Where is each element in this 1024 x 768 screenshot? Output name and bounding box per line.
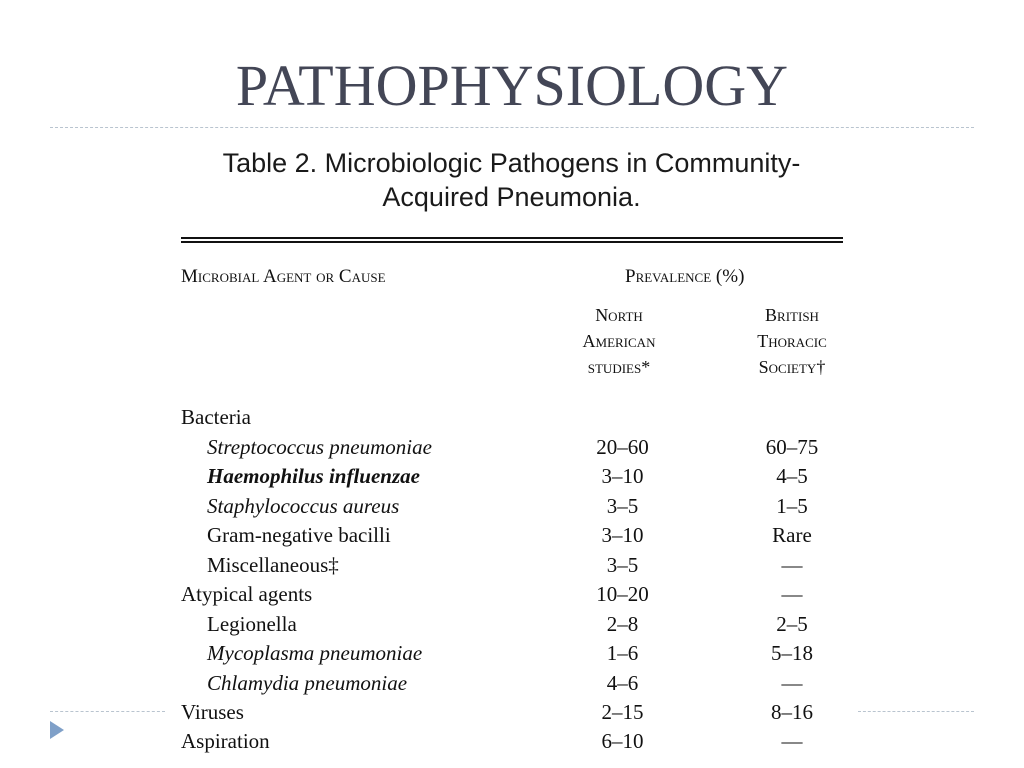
row-north-american-value: 6–10 xyxy=(601,729,644,753)
table-row xyxy=(0,405,1024,434)
row-north-american-value: 3–5 xyxy=(606,494,639,518)
subheader-british xyxy=(733,302,851,380)
header-prevalence: Prevalence (%) xyxy=(625,266,745,287)
table-row xyxy=(0,641,1024,670)
row-north-american-value: 2–15 xyxy=(601,700,644,724)
row-north-american-value: 4–6 xyxy=(606,671,639,695)
table-row xyxy=(0,729,1024,758)
subheader-british-line: Thoracic xyxy=(757,331,827,351)
row-british-value: 1–5 xyxy=(776,494,808,518)
row-north-american-value: 3–10 xyxy=(601,464,644,488)
header-agent: Microbial Agent or Cause xyxy=(181,266,386,287)
subheader-british-line: British xyxy=(765,305,819,325)
top-divider xyxy=(50,127,974,128)
table-row xyxy=(0,582,1024,611)
row-agent: Aspiration xyxy=(181,729,270,753)
row-north-american-value: 2–8 xyxy=(606,612,639,636)
table-row xyxy=(0,612,1024,641)
row-british-value: — xyxy=(781,671,803,695)
table-row xyxy=(0,671,1024,700)
row-north-american-value: 20–60 xyxy=(596,435,649,459)
row-north-american-value: 10–20 xyxy=(596,582,649,606)
subheader-north-american-line: North xyxy=(595,305,643,325)
table-row xyxy=(0,494,1024,523)
row-agent: Chlamydia pneumoniae xyxy=(207,671,408,695)
row-british-value: 4–5 xyxy=(776,464,808,488)
row-agent: Legionella xyxy=(207,612,297,636)
row-british-value: 60–75 xyxy=(765,435,819,459)
row-british-value: — xyxy=(781,729,803,753)
table-top-rule xyxy=(181,237,843,243)
row-north-american-value: 1–6 xyxy=(606,641,639,665)
row-agent: Miscellaneous‡ xyxy=(207,553,339,577)
triangle-bullet-icon xyxy=(50,721,64,739)
row-agent: Streptococcus pneumoniae xyxy=(207,435,432,459)
row-british-value: — xyxy=(781,582,803,606)
row-agent: Viruses xyxy=(181,700,244,724)
table-row xyxy=(0,464,1024,493)
subheader-north-american xyxy=(560,302,678,380)
row-british-value: 5–18 xyxy=(771,641,813,665)
subheader-north-american-line: studies* xyxy=(587,357,651,377)
subheader-british-line: Society† xyxy=(758,357,826,377)
table-row xyxy=(0,700,1024,729)
table-row xyxy=(0,553,1024,582)
table-row xyxy=(0,435,1024,464)
row-british-value: 2–5 xyxy=(776,612,808,636)
row-agent: Atypical agents xyxy=(181,582,313,606)
row-agent: Gram-negative bacilli xyxy=(207,523,391,547)
row-agent: Staphylococcus aureus xyxy=(207,494,400,518)
row-north-american-value: 3–5 xyxy=(606,553,639,577)
row-british-value: 8–16 xyxy=(771,700,813,724)
table-caption xyxy=(165,146,858,214)
row-agent: Mycoplasma pneumoniae xyxy=(207,641,423,665)
slide-title: PATHOPHYSIOLOGY xyxy=(235,53,789,118)
row-agent: Haemophilus influenzae xyxy=(207,464,420,488)
caption-line-2: Acquired Pneumonia. xyxy=(382,182,641,212)
row-agent: Bacteria xyxy=(181,405,251,429)
row-british-value: Rare xyxy=(772,523,812,547)
caption-line-1: Table 2. Microbiologic Pathogens in Community- xyxy=(222,148,801,178)
row-north-american-value: 3–10 xyxy=(601,523,644,547)
row-british-value: — xyxy=(781,553,803,577)
table-row xyxy=(0,523,1024,552)
subheader-north-american-line: American xyxy=(582,331,656,351)
